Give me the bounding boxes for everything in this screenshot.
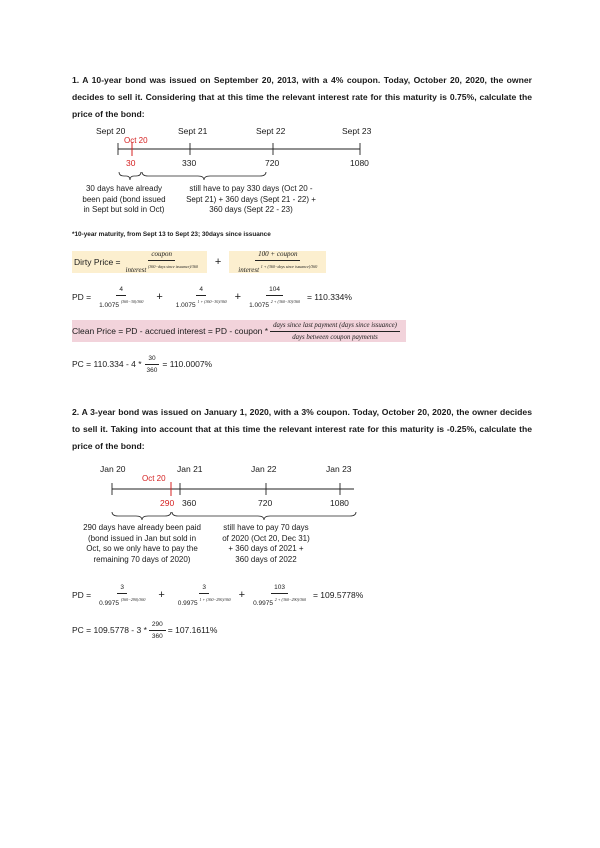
numerator: 30	[145, 354, 158, 365]
pd-fraction-2	[173, 285, 230, 310]
note-line: 290 days have already been paid	[83, 523, 201, 532]
pd-fraction-1	[96, 583, 148, 608]
pd-row-1	[72, 285, 352, 309]
timeline-2-note-right	[204, 523, 328, 565]
pc-label: PC = 110.334 - 4 *	[72, 359, 142, 369]
plus-sign: +	[214, 256, 222, 268]
pd-fraction-2	[175, 583, 234, 608]
timeline-1-tick-4: 1080	[350, 158, 369, 168]
numerator: 100 + coupon	[255, 250, 300, 261]
pc-row-1	[72, 352, 212, 376]
timeline-2-tick-marker: 290	[160, 498, 175, 508]
denominator: 0.9975	[253, 599, 273, 607]
timeline-1-note-left	[72, 184, 176, 216]
timeline-2-label-start: Jan 20	[100, 464, 126, 474]
exponent: (360−290)/360	[120, 596, 146, 602]
plus-sign: +	[234, 291, 242, 303]
pc-label: PC = 109.5778 - 3 *	[72, 625, 147, 635]
pd-result: = 109.5778%	[312, 590, 364, 600]
numerator: coupon	[148, 250, 175, 261]
note-line: Sept 21) + 360 days (Sept 21 - 22) +	[186, 194, 316, 204]
timeline-1	[72, 120, 392, 230]
note-line: still have to pay 70 days	[223, 523, 309, 532]
pd-row-2	[72, 583, 363, 607]
note-line: 360 days (Sept 22 - 23)	[209, 205, 293, 214]
timeline-1-tick-3: 720	[265, 158, 280, 168]
dirty-fraction-2	[235, 250, 320, 275]
timeline-2-label-4: Jan 23	[326, 464, 352, 474]
pd-label: PD =	[72, 590, 92, 600]
exponent: 2 + (360−30)/360	[270, 298, 300, 304]
note-line: been paid (bond issued	[82, 194, 166, 204]
plus-sign: +	[158, 589, 165, 601]
timeline-2	[72, 458, 412, 570]
note-line: 360 days of 2022	[235, 554, 297, 564]
pc-fraction	[144, 354, 161, 375]
numerator: days since last payment (days since issuance)	[270, 321, 400, 332]
note-line: (bond issued in Jan but sold in	[87, 533, 197, 543]
pc-result: = 107.1611%	[167, 625, 218, 635]
timeline-1-marker-today: Oct 20	[124, 136, 148, 145]
denominator: interest	[125, 265, 147, 274]
numerator: 103	[271, 583, 288, 594]
exponent: 1 + (360−290)/360	[199, 596, 231, 602]
dirty-price-label: Dirty Price =	[74, 257, 121, 267]
denominator: 0.9975	[177, 599, 198, 607]
denominator: 360	[151, 632, 163, 640]
pc-fraction	[149, 620, 166, 641]
timeline-2-label-2: Jan 21	[177, 464, 203, 474]
numerator: 4	[196, 285, 206, 296]
timeline-1-note-right	[176, 184, 326, 216]
clean-price-formula	[72, 320, 406, 342]
denominator: interest	[238, 265, 260, 274]
denominator: 1.0075	[99, 301, 120, 309]
pd-result: = 110.334%	[306, 292, 352, 302]
problem-2-question: 2. A 3-year bond was issued on January 1, 2020, with a 3% coupon. Today, October 20, 2020, the owner decides to sell it. Taking into account that at this time the relevant interest rate for this maturity is -0.25%, calculate the price of the bond:	[72, 407, 532, 451]
numerator: 4	[116, 285, 126, 296]
note-line: in Sept but sold in Oct)	[83, 205, 165, 214]
plus-sign: +	[238, 589, 246, 601]
plus-sign: +	[156, 291, 163, 303]
dirty-price-formula	[72, 250, 326, 274]
note-line: Oct, so we only have to pay the	[86, 544, 198, 553]
timeline-2-tick-3: 720	[258, 498, 273, 508]
exponent: 1 + (360−30)/360	[197, 298, 227, 304]
problem-1-footnote: *10-year maturity, from Sept 13 to Sept 23; 30days since issuance	[72, 231, 271, 238]
clean-fraction	[270, 321, 400, 342]
timeline-2-tick-2: 360	[182, 498, 197, 508]
exponent: (360−days since issuance)/360	[148, 263, 198, 269]
timeline-1-label-start: Sept 20	[96, 126, 126, 136]
timeline-1-label-2: Sept 21	[178, 126, 208, 136]
note-line: of 2020 (Oct 20, Dec 31)	[222, 533, 310, 543]
numerator: 3	[199, 583, 209, 594]
exponent: (360−30)/360	[120, 298, 144, 304]
denominator: days between coupon payments	[292, 333, 378, 341]
timeline-1-label-4: Sept 23	[342, 126, 372, 136]
timeline-2-label-3: Jan 22	[251, 464, 277, 474]
timeline-2-tick-4: 1080	[330, 498, 349, 508]
dirty-fraction-1	[123, 250, 201, 275]
note-line: still have to pay 330 days (Oct 20 -	[189, 184, 313, 193]
clean-price-label: Clean Price = PD - accrued interest = PD - coupon *	[72, 326, 269, 336]
pd-label: PD =	[72, 292, 92, 302]
denominator: 0.9975	[99, 599, 120, 607]
timeline-2-marker-today: Oct 20	[142, 474, 166, 483]
denominator: 360	[146, 366, 158, 374]
exponent: 1 + (360−days since issuance)/360	[260, 263, 318, 269]
denominator: 1.0075	[249, 301, 269, 309]
numerator: 104	[266, 285, 283, 296]
timeline-1-tick-2: 330	[182, 158, 197, 168]
pd-fraction-1	[96, 285, 146, 310]
pc-result: = 110.0007%	[162, 359, 213, 369]
timeline-1-label-3: Sept 22	[256, 126, 286, 136]
note-line: + 360 days of 2021 +	[228, 544, 304, 553]
note-line: 30 days have already	[85, 184, 163, 193]
note-line: remaining 70 days of 2020)	[93, 554, 191, 564]
pd-fraction-3	[246, 285, 303, 310]
pc-row-2	[72, 618, 217, 642]
denominator: 1.0075	[175, 301, 196, 309]
problem-1-question: 1. A 10-year bond was issued on September 20, 2013, with a 4% coupon. Today, October 20, 2020, the owner decides to sell it. Considering that at this time the relevant interest rate for this maturity is 0.75%, calculate the price of the bond:	[72, 75, 532, 119]
exponent: 2 + (360−290)/360	[274, 596, 306, 602]
timeline-1-tick-marker: 30	[126, 158, 136, 168]
pd-fraction-3	[250, 583, 309, 608]
timeline-2-note-left	[72, 523, 212, 565]
numerator: 3	[117, 583, 127, 594]
numerator: 290	[149, 620, 166, 631]
